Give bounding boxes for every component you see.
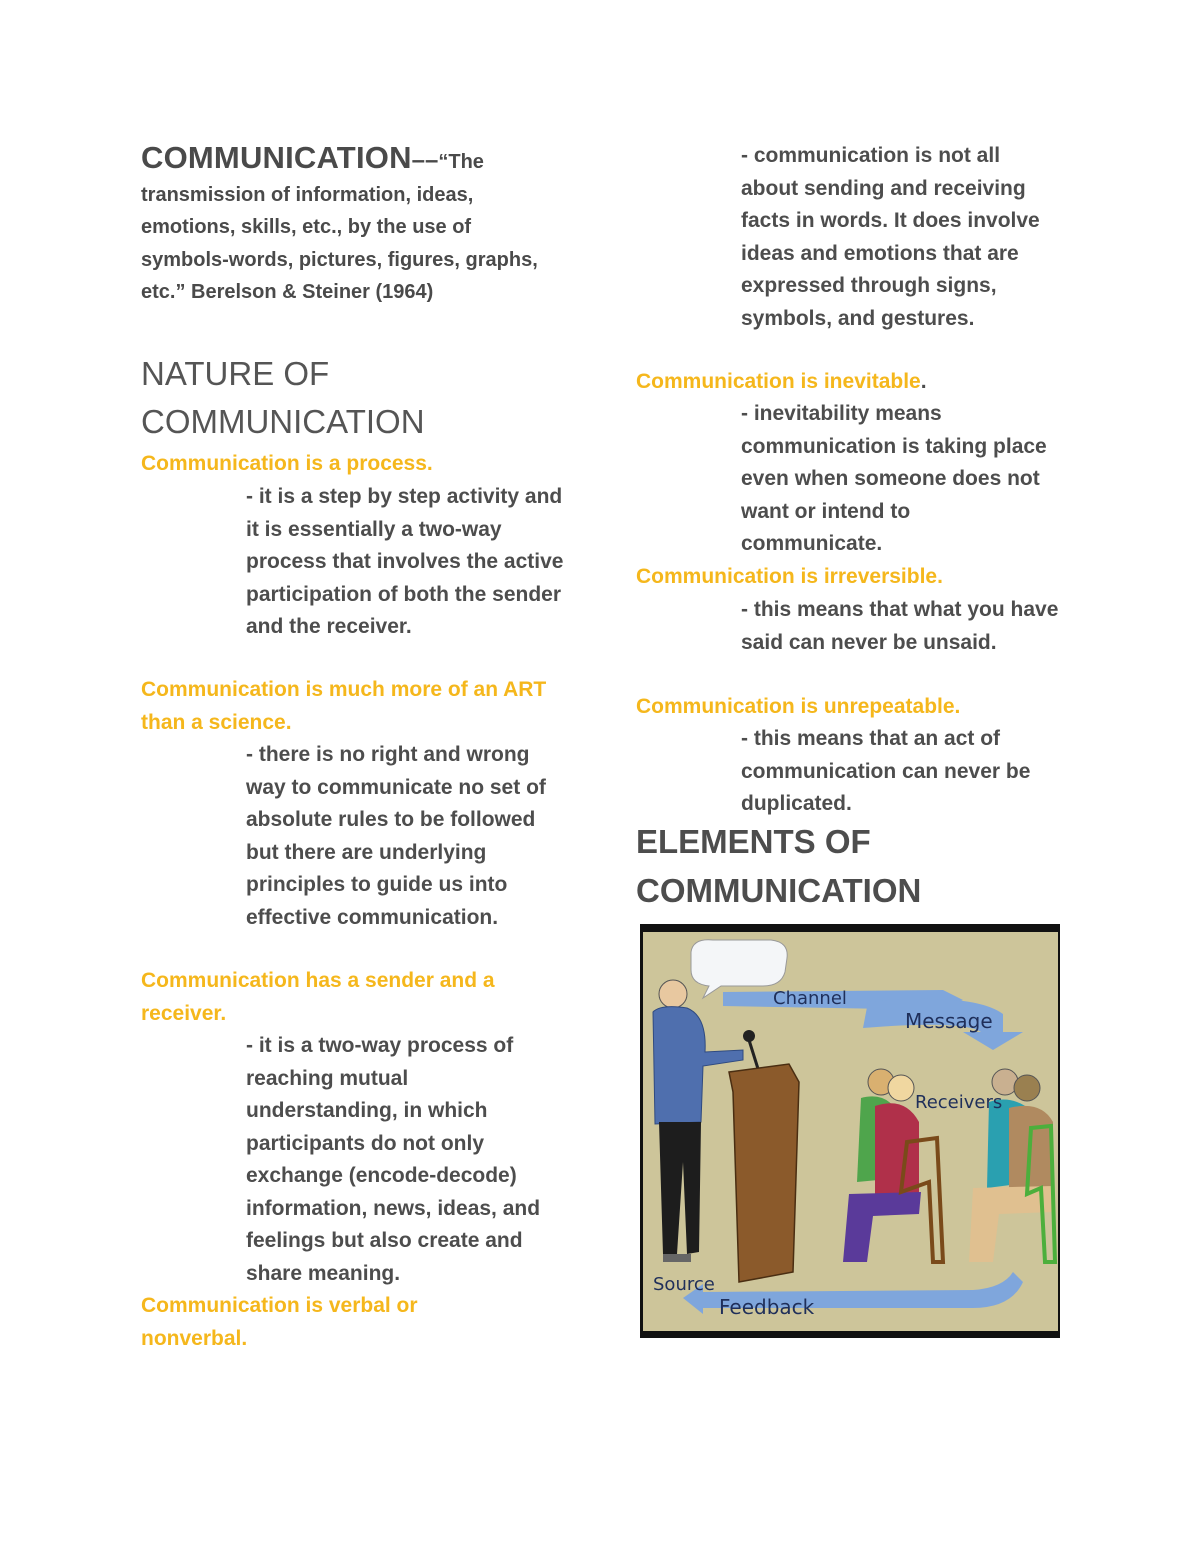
definition-quote: “The transmission of information, ideas, emotions, skills, etc., by the use of symbols-words, pictures, figures, graphs, etc.” Berelson & Steiner (1964) bbox=[141, 151, 538, 304]
podium-icon bbox=[729, 1064, 799, 1282]
communication-elements-figure bbox=[640, 924, 1060, 1338]
principle-verbal-title: Communication is verbal or nonverbal. bbox=[141, 1294, 418, 1350]
principle-unrepeatable-title: Communication is unrepeatable. bbox=[636, 695, 961, 718]
principle-inevitable-title bbox=[636, 366, 927, 399]
nature-heading-line-2: COMMUNICATION bbox=[141, 403, 425, 440]
speaker-head-icon bbox=[659, 980, 687, 1008]
speaker-shoes-icon bbox=[663, 1254, 691, 1262]
definition-term: COMMUNICATION bbox=[141, 140, 412, 175]
definition-paragraph bbox=[141, 142, 561, 309]
principle-process-title: Communication is a process. bbox=[141, 452, 433, 475]
principle-art-title: Communication is much more of an ART than a science. bbox=[141, 678, 547, 734]
elements-illustration bbox=[643, 932, 1058, 1331]
label-source: Source bbox=[653, 1274, 715, 1295]
receiver-head-icon bbox=[888, 1075, 914, 1101]
principle-sender-title: Communication has a sender and a receiver. bbox=[141, 969, 495, 1025]
receiver-body-icon bbox=[875, 1103, 919, 1198]
label-channel: Channel bbox=[773, 988, 847, 1009]
definition-dash: –– bbox=[411, 147, 439, 174]
principle-inevitable-text: Communication is inevitable bbox=[636, 370, 921, 393]
principle-inevitable-desc: - inevitability means communication is taking place even when someone does not want or intend to communicate. bbox=[741, 402, 1047, 555]
principle-process-desc: - it is a step by step activity and it is essentially a two-way process that involves the active participation of both the sender and the receiver. bbox=[246, 485, 564, 638]
principle-irreversible-title: Communication is irreversible. bbox=[636, 565, 943, 588]
elements-heading-line-1: ELEMENTS OF bbox=[636, 823, 871, 860]
label-feedback: Feedback bbox=[719, 1295, 815, 1319]
nature-heading-line-1: NATURE OF bbox=[141, 355, 330, 392]
elements-heading-line-2: COMMUNICATION bbox=[636, 872, 922, 909]
receiver-head-icon bbox=[1014, 1075, 1040, 1101]
verbal-desc: - communication is not all about sending and receiving facts in words. It does involve ideas and emotions that are expressed through signs, symbols, and gestures. bbox=[741, 144, 1040, 330]
label-message: Message bbox=[905, 1009, 993, 1033]
principle-art-desc: - there is no right and wrong way to communicate no set of absolute rules to be followed but there are underlying principles to guide us into effective communication. bbox=[246, 743, 546, 929]
principle-inevitable-period: . bbox=[920, 370, 927, 393]
principle-sender-desc: - it is a two-way process of reaching mutual understanding, in which participants do not only exchange (encode-decode) information, news, ideas, and feelings but also create and share meaning. bbox=[246, 1034, 541, 1285]
principle-irreversible-desc: - this means that what you have said can never be unsaid. bbox=[741, 598, 1059, 654]
principle-unrepeatable-desc: - this means that an act of communication can never be duplicated. bbox=[741, 727, 1031, 815]
label-receivers: Receivers bbox=[915, 1092, 1003, 1113]
